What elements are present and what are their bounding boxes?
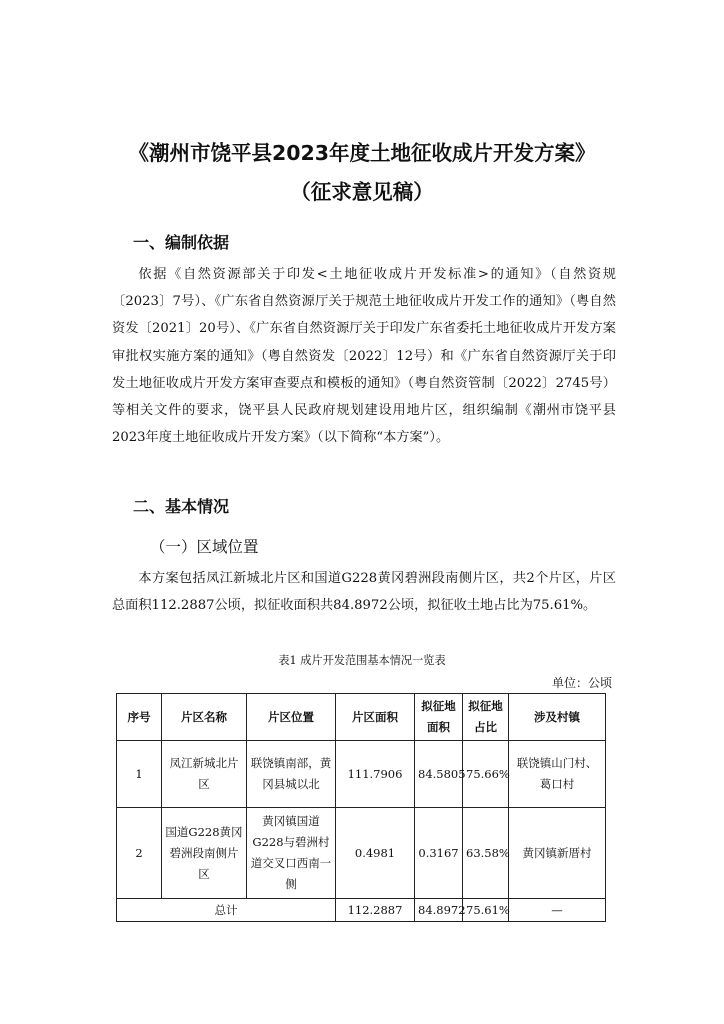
table-header-cell: 片区位置 (247, 694, 336, 741)
table-row (117, 741, 606, 808)
table-cell: 111.7906 (336, 741, 415, 808)
table-unit: 单位：公顷 (551, 676, 612, 690)
table-row (117, 808, 606, 899)
table-cell: 0.4981 (336, 808, 415, 899)
area-table (116, 693, 606, 922)
total-label: 总计 (117, 899, 336, 922)
table-header-cell: 拟征地占比 (463, 694, 509, 741)
table-cell: 0.3167 (415, 808, 463, 899)
table-header-row (117, 694, 606, 741)
table-cell: 75.66% (463, 741, 509, 808)
table-header-cell: 序号 (117, 694, 162, 741)
table-cell: 联饶镇南部，黄冈县城以北 (247, 741, 336, 808)
table-cell: 2 (117, 808, 162, 899)
section-heading-basis: 一、编制依据 (133, 233, 230, 252)
table-header-cell: 涉及村镇 (509, 694, 606, 741)
table-cell: 凤江新城北片区 (162, 741, 247, 808)
location-paragraph: 本方案包括凤江新城北片区和国道G228黄冈碧洲段南侧片区，共2个片区，片区总面积112.2887公顷，拟征收面积共84.8972公顷，拟征收土地占比为75.61%。 (112, 571, 616, 614)
table-cell: 黄冈镇新厝村 (509, 808, 606, 899)
total-expropriation: 84.8972 (415, 899, 463, 922)
subsection-heading-location: （一）区域位置 (150, 538, 259, 556)
section-heading-basic-info: 二、基本情况 (133, 497, 230, 516)
total-area: 112.2887 (336, 899, 415, 922)
total-villages: — (509, 899, 606, 922)
table-cell: 1 (117, 741, 162, 808)
table-cell: 63.58% (463, 808, 509, 899)
document-subtitle: （征求意见稿） (290, 180, 434, 204)
table-header-cell: 片区名称 (162, 694, 247, 741)
document-title: 《潮州市饶平县2023年度土地征收成片开发方案》 (128, 141, 596, 165)
table-caption: 表1 成片开发范围基本情况一览表 (278, 654, 446, 667)
table-total-row (117, 899, 606, 922)
table-cell: 84.5805 (415, 741, 463, 808)
table-cell: 联饶镇山门村、葛口村 (509, 741, 606, 808)
basis-paragraph: 依据《自然资源部关于印发<土地征收成片开发标准>的通知》（自然资规〔2023〕7号）、《广东省自然资源厅关于规范土地征收成片开发工作的通知》（粤自然资发〔2021〕20号）、《广东省自然资源厅关于印发广东省委托土地征收成片开发方案审批权实施方案的通知》（粤自然资发〔2022〕12号）和《广东省自然资源厅关于印发土地征收成片开发方案审查要点和模板的通知》（粤自然资管制〔2022〕2745号）等相关文件的要求，饶平县人民政府规划建设用地片区，组织编制《潮州市饶平县2023年度土地征收成片开发方案》（以下简称“本方案”）。 (112, 267, 616, 446)
total-ratio: 75.61% (463, 899, 509, 922)
table-cell: 国道G228黄冈碧洲段南侧片区 (162, 808, 247, 899)
table-header-cell: 片区面积 (336, 694, 415, 741)
table-header-cell: 拟征地面积 (415, 694, 463, 741)
table-cell: 黄冈镇国道G228与碧洲村道交叉口西南一侧 (247, 808, 336, 899)
